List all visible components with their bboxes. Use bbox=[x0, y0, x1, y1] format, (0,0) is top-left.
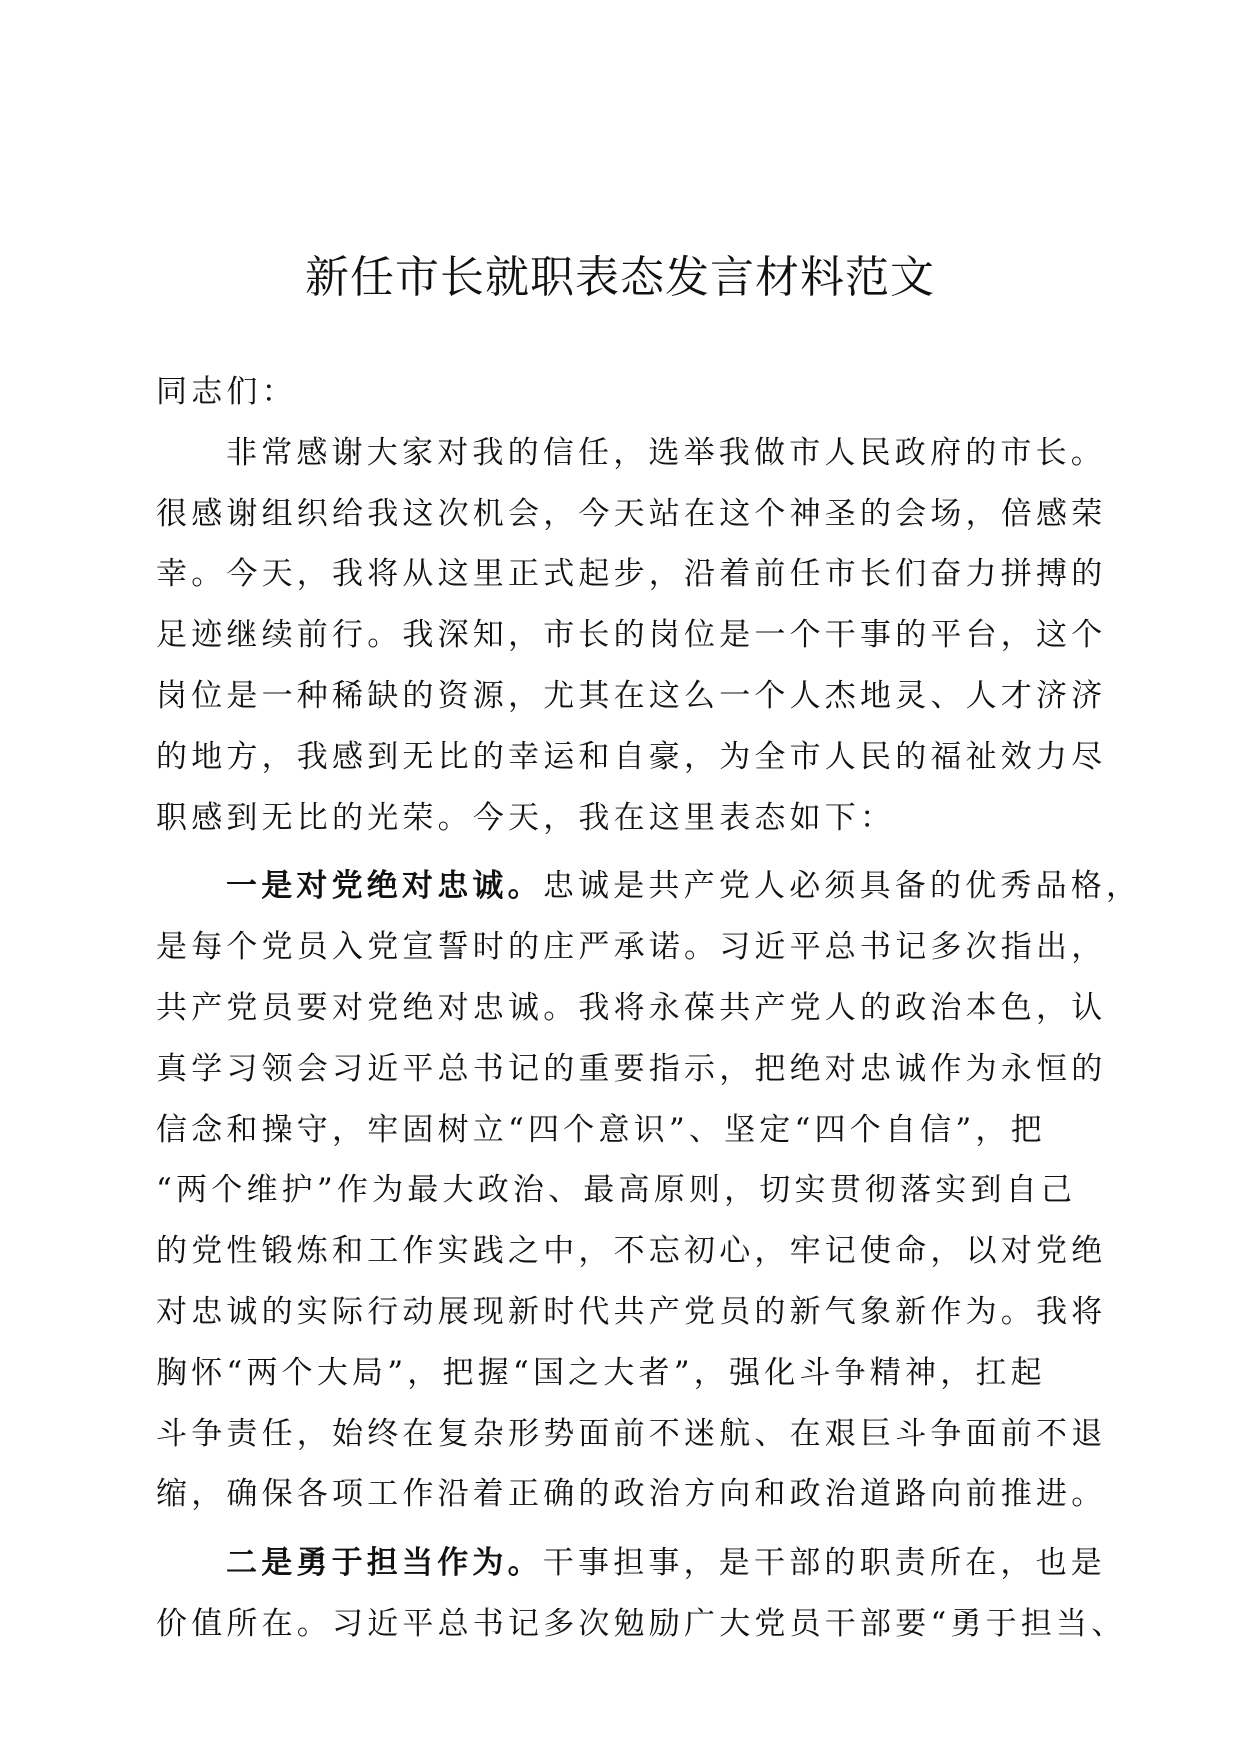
paragraph-line bbox=[156, 856, 1142, 917]
paragraph-line: 对忠诚的实际行动展现新时代共产党员的新气象新作为。我将 bbox=[156, 1293, 1107, 1330]
salutation: 同志们： bbox=[156, 374, 297, 410]
section-responsibility-paragraph bbox=[156, 1533, 1127, 1655]
paragraph-line: 非常感谢大家对我的信任，选举我做市人民政府的市长。 bbox=[226, 434, 1106, 471]
section-heading: 二是勇于担当作为。 bbox=[226, 1545, 543, 1582]
intro-paragraph bbox=[156, 423, 1107, 849]
paragraph-line: 缩，确保各项工作沿着正确的政治方向和政治道路向前推进。 bbox=[156, 1476, 1107, 1513]
document-body bbox=[156, 362, 1142, 1655]
section-heading: 一是对党绝对忠诚。 bbox=[226, 868, 543, 905]
paragraph-text: 忠诚是共产党人必须具备的优秀品格， bbox=[542, 868, 1142, 905]
paragraph-line: 信念和操守，牢固树立“四个意识”、坚定“四个自信”，把 bbox=[156, 1111, 1046, 1148]
paragraph-line bbox=[156, 1533, 1107, 1594]
paragraph-line: 幸。今天，我将从这里正式起步，沿着前任市长们奋力拼搏的 bbox=[156, 556, 1107, 593]
paragraph-text: 干事担事，是干部的职责所在，也是 bbox=[542, 1545, 1107, 1582]
paragraph-line: 斗争责任，始终在复杂形势面前不迷航、在艰巨斗争面前不退 bbox=[156, 1415, 1107, 1452]
paragraph-line: 很感谢组织给我这次机会，今天站在这个神圣的会场，倍感荣 bbox=[156, 495, 1107, 532]
paragraph-line: 真学习领会习近平总书记的重要指示，把绝对忠诚作为永恒的 bbox=[156, 1050, 1107, 1087]
document-title: 新任市长就职表态发言材料范文 bbox=[305, 252, 935, 303]
paragraph-line: 岗位是一种稀缺的资源，尤其在这么一个人杰地灵、人才济济 bbox=[156, 677, 1107, 714]
paragraph-line: 足迹继续前行。我深知，市长的岗位是一个干事的平台，这个 bbox=[156, 617, 1107, 654]
paragraph-line: 胸怀“两个大局”，把握“国之大者”，强化斗争精神，扛起 bbox=[156, 1354, 1046, 1391]
paragraph-line: 的地方，我感到无比的幸运和自豪，为全市人民的福祉效力尽 bbox=[156, 738, 1107, 775]
paragraph-line: 共产党员要对党绝对忠诚。我将永葆共产党人的政治本色，认 bbox=[156, 989, 1107, 1026]
paragraph-line: 的党性锻炼和工作实践之中，不忘初心，牢记使命，以对党绝 bbox=[156, 1233, 1107, 1270]
paragraph-line: 是每个党员入党宣誓时的庄严承诺。习近平总书记多次指出， bbox=[156, 929, 1107, 966]
paragraph-line: 价值所在。习近平总书记多次勉励广大党员干部要“勇于担当、 bbox=[156, 1605, 1127, 1642]
paragraph-line: 职感到无比的光荣。今天，我在这里表态如下： bbox=[156, 799, 896, 836]
paragraph-line: “两个维护”作为最大政治、最高原则，切实贯彻落实到自己 bbox=[156, 1172, 1077, 1209]
section-loyalty-paragraph bbox=[156, 856, 1142, 1525]
